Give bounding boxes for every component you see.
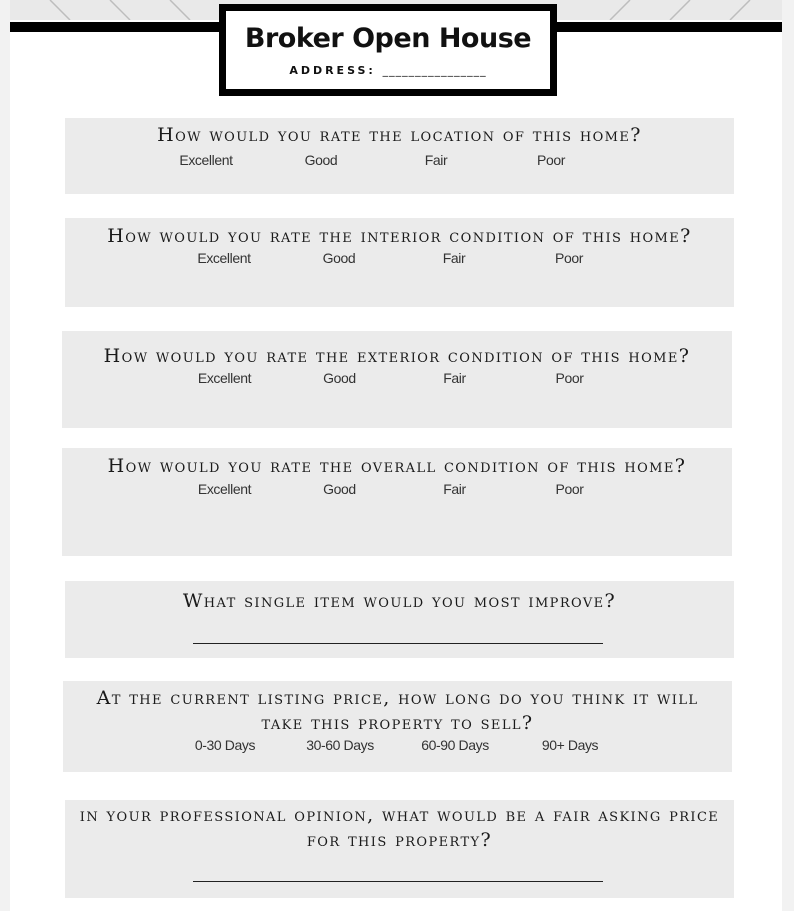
option-excellent[interactable]: Excellent — [197, 370, 252, 386]
option-good[interactable]: Good — [323, 370, 356, 386]
question-card-location — [65, 118, 734, 194]
option-poor[interactable]: Poor — [537, 152, 565, 168]
question-text: How would you rate the location of this home? — [157, 124, 642, 146]
option-poor[interactable]: Poor — [555, 481, 584, 497]
option-good[interactable]: Good — [323, 481, 356, 497]
answer-line-asking-price[interactable] — [193, 881, 603, 882]
time-options — [63, 737, 732, 753]
page-title: Broker Open House — [244, 23, 532, 54]
question-text: What single item would you most improve? — [182, 590, 617, 612]
option-excellent[interactable]: Excellent — [197, 481, 252, 497]
option-good[interactable]: Good — [304, 152, 338, 168]
option-0-30-days[interactable]: 0-30 Days — [194, 737, 256, 753]
option-30-60-days[interactable]: 30-60 Days — [306, 737, 374, 753]
option-excellent[interactable]: Excellent — [197, 250, 251, 266]
question-text: How would you rate the overall condition of this home? — [107, 455, 687, 477]
rating-options — [65, 250, 734, 266]
option-poor[interactable]: Poor — [555, 370, 584, 386]
title-box — [219, 4, 557, 96]
address-label: ADDRESS: — [289, 64, 376, 77]
question-card-improve — [65, 581, 734, 658]
rating-options — [62, 370, 732, 386]
rating-options — [65, 152, 734, 168]
question-card-asking-price — [65, 800, 734, 898]
option-fair[interactable]: Fair — [443, 370, 466, 386]
question-text: How would you rate the exterior condition of this home? — [103, 345, 691, 367]
question-card-time-to-sell — [63, 681, 732, 772]
option-60-90-days[interactable]: 60-90 Days — [421, 737, 489, 753]
question-card-overall — [62, 448, 732, 556]
address-row — [226, 64, 550, 77]
option-fair[interactable]: Fair — [442, 250, 466, 266]
option-fair[interactable]: Fair — [424, 152, 448, 168]
option-poor[interactable]: Poor — [555, 250, 583, 266]
address-blank[interactable]: ________________ — [382, 64, 487, 77]
option-good[interactable]: Good — [322, 250, 356, 266]
answer-line-improve[interactable] — [193, 643, 603, 644]
question-text: At the current listing price, how long do you think it will take this property to sell? — [96, 687, 699, 734]
question-text: How would you rate the interior condition of this home? — [107, 225, 692, 247]
question-text: in your professional opinion, what would be a fair asking price for this property? — [79, 804, 720, 851]
rating-options — [62, 481, 732, 497]
option-fair[interactable]: Fair — [443, 481, 466, 497]
option-excellent[interactable]: Excellent — [179, 152, 233, 168]
option-90-plus-days[interactable]: 90+ Days — [541, 737, 599, 753]
question-card-interior — [65, 218, 734, 307]
question-card-exterior — [62, 331, 732, 428]
